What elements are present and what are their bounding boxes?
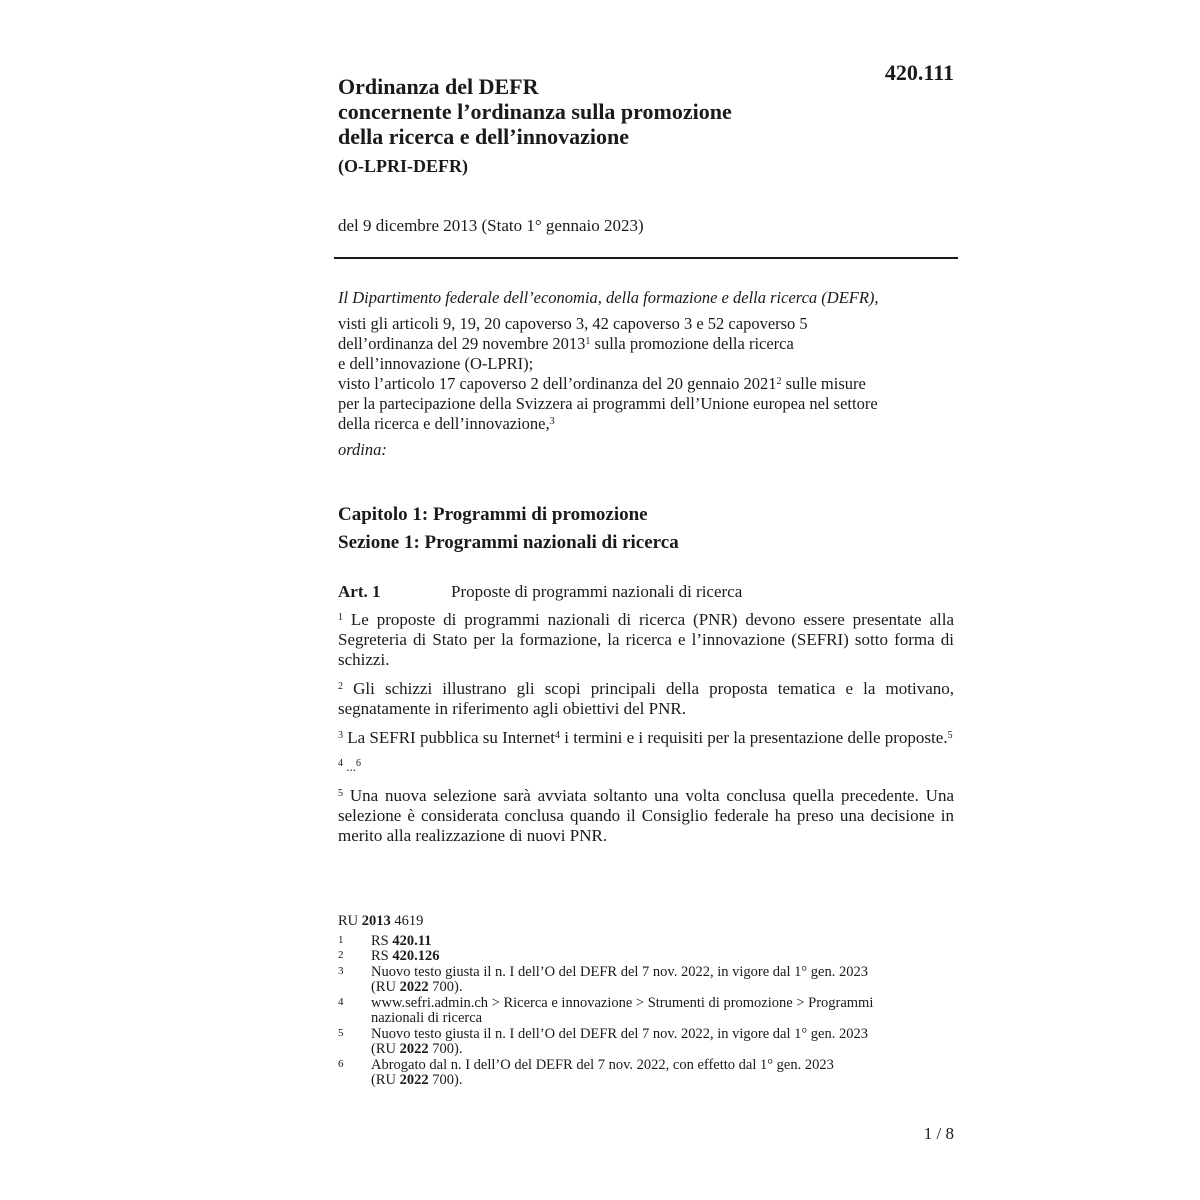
preamble-text: visto l’articolo 17 capoverso 2 dell’ordinanza del 20 gennaio 2021 <box>338 374 777 393</box>
paragraph-text: Una nuova selezione sarà avviata soltanto una volta conclusa quella precedente. Una selezione è considerata conclusa quando il Consiglio federale ha preso una decisione in merito alla realizzazione di nuovi PNR. <box>338 786 954 845</box>
footnotes <box>338 914 958 1089</box>
footnote-prefix: RS <box>371 948 393 964</box>
page-number: 1 / 8 <box>923 1124 954 1143</box>
date-status-line: del 9 dicembre 2013 (Stato 1° gennaio 2023) <box>338 216 644 235</box>
footnote-number: 3 <box>338 964 344 977</box>
paragraph-number: 3 <box>338 730 343 741</box>
footnote-ru: (RU <box>371 979 400 995</box>
paragraph-text: Gli schizzi illustrano gli scopi principali della proposta tematica e la motivano, segnatamente in riferimento agli obiettivi del PNR. <box>338 679 954 718</box>
footnote-4 <box>338 996 958 1027</box>
footnote-ref-2[interactable]: 2 <box>776 376 782 387</box>
footnote-ref-1[interactable]: 1 <box>585 336 591 347</box>
footnote-1 <box>338 934 958 950</box>
footnote-line: Nuovo testo giusta il n. I dell’O del DEFR del 7 nov. 2022, in vigore dal 1° gen. 2023 <box>371 963 868 980</box>
paragraph-5 <box>338 786 954 846</box>
title-line-1: Ordinanza del DEFR <box>338 74 539 99</box>
preamble-text: della ricerca e dell’innovazione, <box>338 414 550 433</box>
chapter-heading: Capitolo 1: Programmi di promozione <box>338 504 648 525</box>
paragraph-1 <box>338 610 954 670</box>
footnote-number: 5 <box>338 1026 344 1039</box>
footnote-line: Nuovo testo giusta il n. I dell’O del DEFR del 7 nov. 2022, in vigore dal 1° gen. 2023 <box>371 1025 868 1042</box>
footnote-sr-number: 420.11 <box>392 932 432 949</box>
title-line-3: della ricerca e dell’innovazione <box>338 124 630 149</box>
footnote-prefix: RS <box>371 932 393 949</box>
preamble-enacting: ordina: <box>338 440 387 459</box>
footnote-number: 4 <box>338 995 344 1008</box>
paragraph-2 <box>338 679 954 719</box>
paragraph-number: 5 <box>338 788 343 799</box>
footnote-line: nazionali di ricerca <box>371 1010 483 1026</box>
footnote-text <box>371 949 958 965</box>
footnote-number: 6 <box>338 1057 344 1070</box>
footnote-text <box>371 1058 958 1089</box>
footnote-ru-page: 700). <box>428 1072 463 1088</box>
ru-prefix: RU <box>338 913 362 929</box>
paragraph-text: ... <box>343 759 356 774</box>
footnote-ru: (RU <box>371 1072 400 1088</box>
footnote-ru-page: 700). <box>428 979 463 995</box>
preamble-basis-1-line-1: visti gli articoli 9, 19, 20 capoverso 3, 42 capoverso 3 e 52 capoverso 5 <box>338 314 808 333</box>
ru-year: 2013 <box>361 913 391 929</box>
footnote-sr-number: 420.126 <box>392 948 440 964</box>
article-number: Art. 1 <box>338 582 381 601</box>
paragraph-number: 4 <box>338 758 343 769</box>
section-heading: Sezione 1: Programmi nazionali di ricerca <box>338 532 679 553</box>
footnote-6 <box>338 1058 958 1089</box>
footnote-ru: (RU <box>371 1041 400 1057</box>
ru-page: 4619 <box>390 913 424 929</box>
title-line-2: concernente l’ordinanza sulla promozione <box>338 99 732 124</box>
paragraph-3 <box>338 728 954 748</box>
footnote-number: 1 <box>338 933 344 946</box>
article-body <box>338 610 954 855</box>
preamble-basis-1-line-2 <box>338 334 958 354</box>
paragraph-4 <box>338 757 954 777</box>
footnote-text <box>371 1027 958 1058</box>
paragraph-text: Le proposte di programmi nazionali di ricerca (PNR) devono essere presentate alla Segreteria di Stato per la formazione, la ricerca e l’innovazione (SEFRI) sotto forma di schizzi. <box>338 610 954 669</box>
footnote-2 <box>338 949 958 965</box>
article-title: Proposte di programmi nazionali di ricerca <box>451 582 743 601</box>
official-compilation-ref <box>338 914 958 930</box>
footnote-ref-5[interactable]: 5 <box>947 730 953 741</box>
footnote-ru-page: 700). <box>428 1041 463 1057</box>
preamble-basis-2-line-3 <box>338 414 958 434</box>
footnote-ru-year: 2022 <box>399 979 429 995</box>
footnote-ru-year: 2022 <box>399 1041 429 1057</box>
footnote-text <box>371 934 958 950</box>
paragraph-number: 1 <box>338 612 343 623</box>
paragraph-text: i termini e i requisiti per la presentazione delle proposte. <box>560 728 948 747</box>
footnote-number: 2 <box>338 949 344 961</box>
title-abbreviation: (O-LPRI-DEFR) <box>338 156 468 176</box>
footnote-ru-year: 2022 <box>399 1072 429 1088</box>
preamble <box>338 288 958 460</box>
footnote-text <box>371 965 958 996</box>
footnote-ref-3[interactable]: 3 <box>549 416 555 427</box>
article-heading <box>338 582 958 602</box>
header-divider <box>334 257 958 259</box>
footnote-link[interactable]: www.sefri.admin.ch > Ricerca e innovazione > Strumenti di promozione > Programmi <box>371 994 874 1011</box>
preamble-authority: Il Dipartimento federale dell’economia, della formazione e della ricerca (DEFR), <box>338 288 879 307</box>
footnote-line: Abrogato dal n. I dell’O del DEFR del 7 nov. 2022, con effetto dal 1° gen. 2023 <box>371 1056 834 1073</box>
preamble-basis-2-line-2: per la partecipazione della Svizzera ai programmi dell’Unione europea nel settore <box>338 394 878 413</box>
footnote-3 <box>338 965 958 996</box>
preamble-basis-1-line-3: e dell’innovazione (O-LPRI); <box>338 354 534 373</box>
preamble-text: dell’ordinanza del 29 novembre 2013 <box>338 334 586 353</box>
footnote-ref-4[interactable]: 4 <box>555 730 560 741</box>
sr-number: 420.111 <box>884 60 954 85</box>
preamble-basis-2-line-1 <box>338 374 958 394</box>
paragraph-text: La SEFRI pubblica su Internet <box>343 728 555 747</box>
footnote-5 <box>338 1027 958 1058</box>
footnote-ref-6[interactable]: 6 <box>356 758 361 769</box>
paragraph-number: 2 <box>338 681 343 692</box>
title-block <box>338 74 898 177</box>
footnote-text <box>371 996 958 1027</box>
preamble-text: sulla promozione della ricerca <box>590 334 794 353</box>
preamble-text: sulle misure <box>781 374 866 393</box>
